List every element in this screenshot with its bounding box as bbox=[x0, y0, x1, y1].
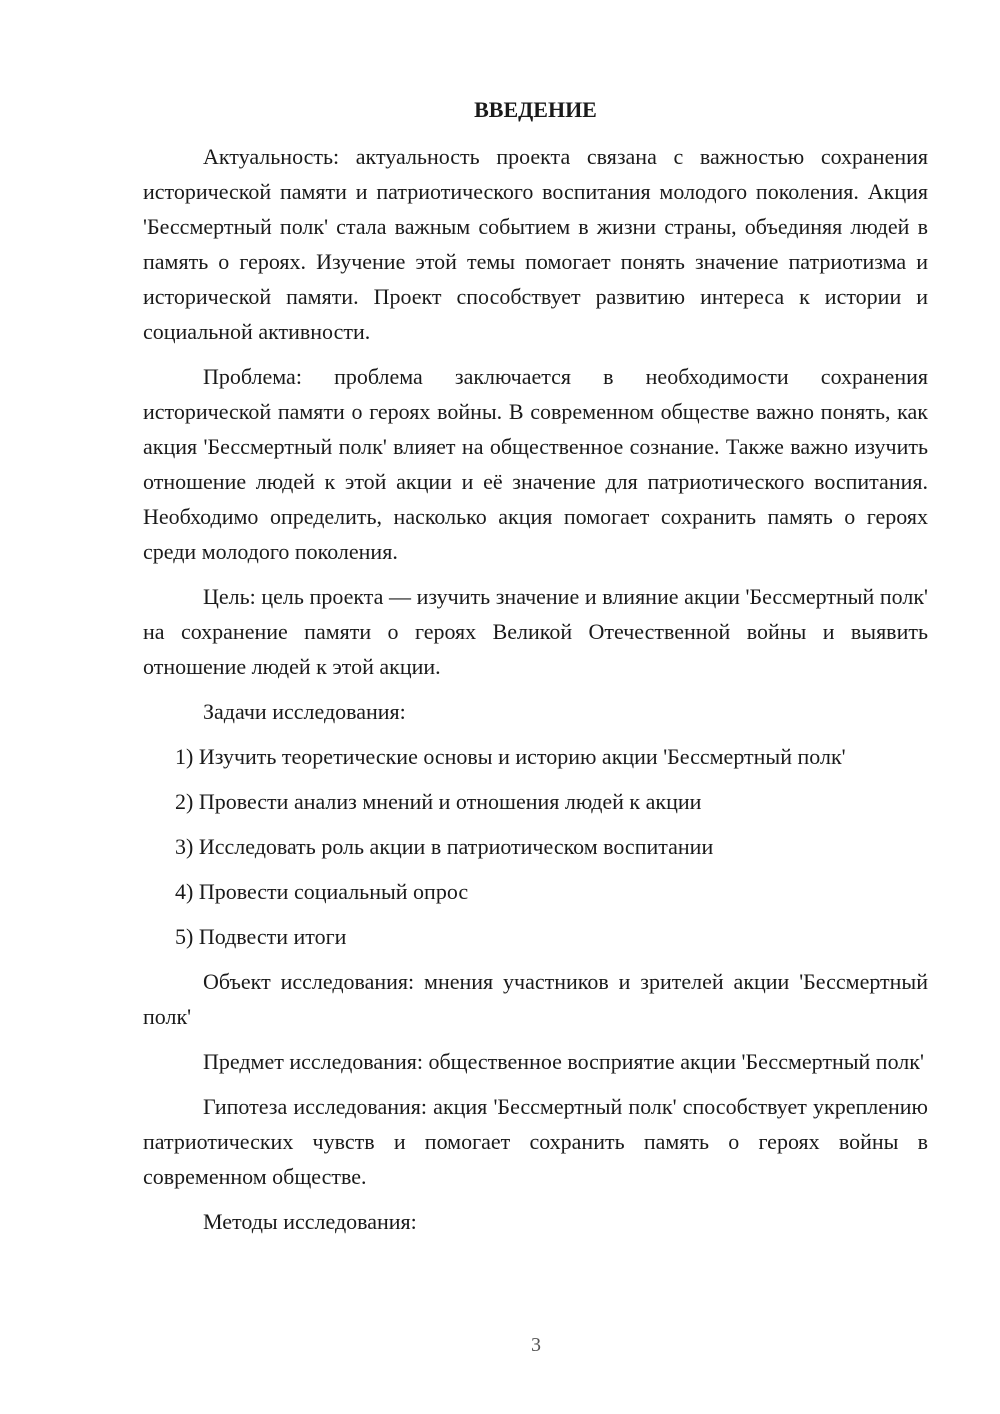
list-item: 3) Исследовать роль акции в патриотическом воспитании bbox=[175, 834, 714, 859]
methods-heading: Методы исследования: bbox=[203, 1209, 417, 1234]
goal-paragraph: Цель: цель проекта — изучить значение и влияние акции 'Бессмертный полк' на сохранение памяти о героях Великой Отечественной войны и выявить отношение людей к этой акции. bbox=[143, 584, 928, 679]
hypothesis-paragraph: Гипотеза исследования: акция 'Бессмертный полк' способствует укреплению патриотических чувств и помогает сохранить память о героях войны в современном обществе. bbox=[143, 1094, 928, 1189]
problem-paragraph: Проблема: проблема заключается в необходимости сохранения исторической памяти о героях войны. В современном обществе важно понять, как акция 'Бессмертный полк' влияет на общественное сознание. Также важно изучить отношение людей к этой акции и её значение для патриотического воспитания. Необходимо определить, насколько акция помогает сохранить память о героях среди молодого поколения. bbox=[143, 364, 928, 564]
tasks-heading: Задачи исследования: bbox=[203, 699, 406, 724]
section-heading: ВВЕДЕНИЕ bbox=[474, 97, 597, 122]
relevance-paragraph: Актуальность: актуальность проекта связана с важностью сохранения исторической памяти и патриотического воспитания молодого поколения. Акция 'Бессмертный полк' стала важным событием в жизни страны, объединяя людей в память о героях. Изучение этой темы помогает понять значение патриотизма и исторической памяти. Проект способствует развитию интереса к истории и социальной активности. bbox=[143, 144, 928, 344]
page-content bbox=[143, 92, 928, 1239]
page-number: 3 bbox=[531, 1334, 541, 1356]
tasks-list bbox=[143, 739, 928, 954]
object-paragraph: Объект исследования: мнения участников и зрителей акции 'Бессмертный полк' bbox=[143, 969, 928, 1029]
list-item: 2) Провести анализ мнений и отношения людей к акции bbox=[175, 789, 702, 814]
list-item: 4) Провести социальный опрос bbox=[175, 879, 469, 904]
list-item: 1) Изучить теоретические основы и историю акции 'Бессмертный полк' bbox=[175, 744, 846, 769]
list-item: 5) Подвести итоги bbox=[175, 924, 347, 949]
subject-paragraph: Предмет исследования: общественное восприятие акции 'Бессмертный полк' bbox=[203, 1049, 924, 1074]
